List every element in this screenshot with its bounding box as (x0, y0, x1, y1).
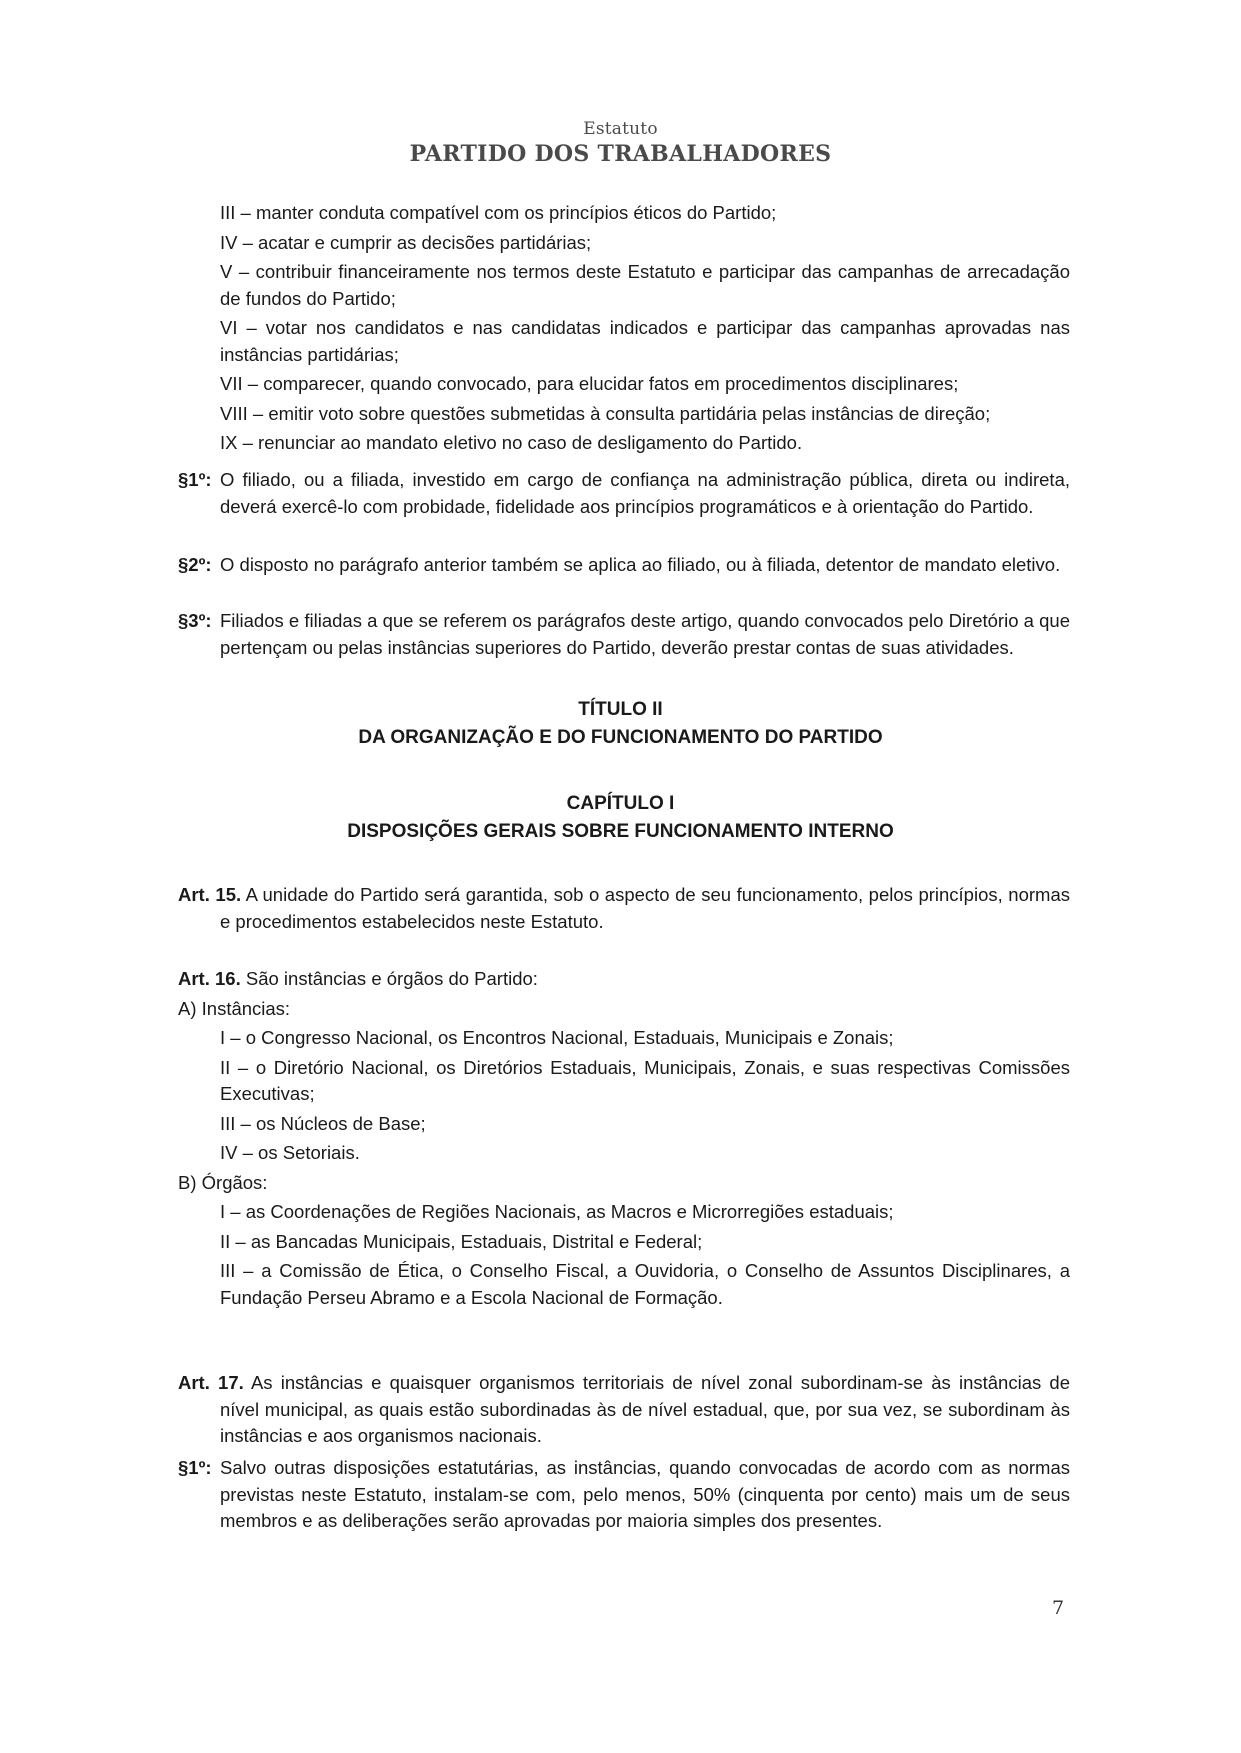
document-subtitle: Estatuto (583, 119, 658, 139)
paragraph-label: §1º: (178, 469, 212, 490)
list-item: II – as Bancadas Municipais, Estaduais, Distrital e Federal; (220, 1230, 703, 1252)
list-item: III – manter conduta compatível com os princípios éticos do Partido; (220, 202, 777, 223)
paragraph-text: O disposto no parágrafo anterior também se aplica ao filiado, ou à filiada, detentor de mandato eletivo. (220, 554, 1061, 575)
list-item: I – o Congresso Nacional, os Encontros Nacional, Estaduais, Municipais e Zonais; (220, 1027, 894, 1048)
list-item: VII – comparecer, quando convocado, para elucidar fatos em procedimentos disciplinares; (220, 373, 959, 394)
paragraph-label: §1º: (178, 1457, 212, 1478)
group-heading-orgaos: B) Órgãos: (178, 1171, 268, 1193)
paragraph-label: §2º: (178, 554, 212, 575)
article-label: Art. 16. (178, 968, 241, 989)
article-text: São instâncias e órgãos do Partido: (245, 968, 538, 989)
article-17 (178, 1370, 1070, 1453)
paragraph-label: §3º: (178, 610, 212, 631)
paragraph-text: O filiado, ou a filiada, investido em cargo de confiança na administração pública, direta ou indireta, deverá exercê-lo com probidade, fidelidade aos princípios programáticos e à orientação do Partido. (220, 469, 1070, 517)
group-heading-instancias: A) Instâncias: (178, 997, 291, 1019)
chapter-name: DISPOSIÇÕES GERAIS SOBRE FUNCIONAMENTO INTERNO (347, 821, 894, 842)
article-label: Art. 15. (178, 884, 242, 905)
article-text: A unidade do Partido será garantida, sob o aspecto de seu funcionamento, pelos princípios, normas e procedimentos estabelecidos neste Estatuto. (220, 884, 1070, 932)
list-item: IX – renunciar ao mandato eletivo no caso de desligamento do Partido. (220, 432, 803, 453)
list-item: IV – os Setoriais. (220, 1142, 360, 1163)
page-header (0, 118, 1241, 168)
paragraph-text: Filiados e filiadas a que se referem os parágrafos deste artigo, quando convocados pelo Diretório a que pertençam ou pelas instâncias superiores do Partido, deverão prestar contas de suas atividades. (220, 610, 1070, 658)
paragraph-1 (178, 467, 1070, 520)
title-name: DA ORGANIZAÇÃO E DO FUNCIONAMENTO DO PARTIDO (358, 727, 883, 748)
paragraph-text: Salvo outras disposições estatutárias, as instâncias, quando convocadas de acordo com as normas previstas neste Estatuto, instalam-se com, pelo menos, 50% (cinquenta por cento) mais um de seus membros e as deliberações serão aprovadas por maioria simples dos presentes. (220, 1457, 1070, 1531)
list-item: VI – votar nos candidatos e nas candidatas indicados e participar das campanhas aprovadas nas instâncias partidárias; (220, 317, 1070, 365)
page-number: 7 (1052, 1597, 1065, 1619)
article-16 (178, 966, 1070, 1311)
paragraph-3 (178, 608, 1070, 661)
title-label: TÍTULO II (578, 699, 663, 720)
list-item: IV – acatar e cumprir as decisões partidárias; (220, 231, 592, 253)
item-list-top (220, 200, 1070, 457)
list-item: III – os Núcleos de Base; (220, 1112, 426, 1134)
list-item: I – as Coordenações de Regiões Nacionais, as Macros e Microrregiões estaduais; (220, 1201, 894, 1222)
article-17-paragraph-1 (178, 1455, 1070, 1535)
paragraph-2 (178, 552, 1070, 579)
document-title: PARTIDO DOS TRABALHADORES (409, 141, 832, 167)
list-item: II – o Diretório Nacional, os Diretórios Estaduais, Municipais, Zonais, e suas respectivas Comissões Executivas; (220, 1056, 1070, 1104)
list-item: III – a Comissão de Ética, o Conselho Fiscal, a Ouvidoria, o Conselho de Assuntos Disciplinares, a Fundação Perseu Abramo e a Escola Nacional de Formação. (220, 1260, 1070, 1308)
article-15 (178, 882, 1070, 935)
list-item: V – contribuir financeiramente nos termos deste Estatuto e participar das campanhas de arrecadação de fundos do Partido; (220, 261, 1070, 309)
chapter-label: CAPÍTULO I (566, 793, 675, 814)
article-label: Art. 17. (178, 1372, 244, 1393)
article-text: As instâncias e quaisquer organismos territoriais de nível zonal subordinam-se às instâncias de nível municipal, as quais estão subordinadas às de nível estadual, que, por sua vez, se subordinam às instâncias e aos organismos nacionais. (220, 1372, 1070, 1446)
list-item: VIII – emitir voto sobre questões submetidas à consulta partidária pelas instâncias de direção; (220, 402, 991, 424)
